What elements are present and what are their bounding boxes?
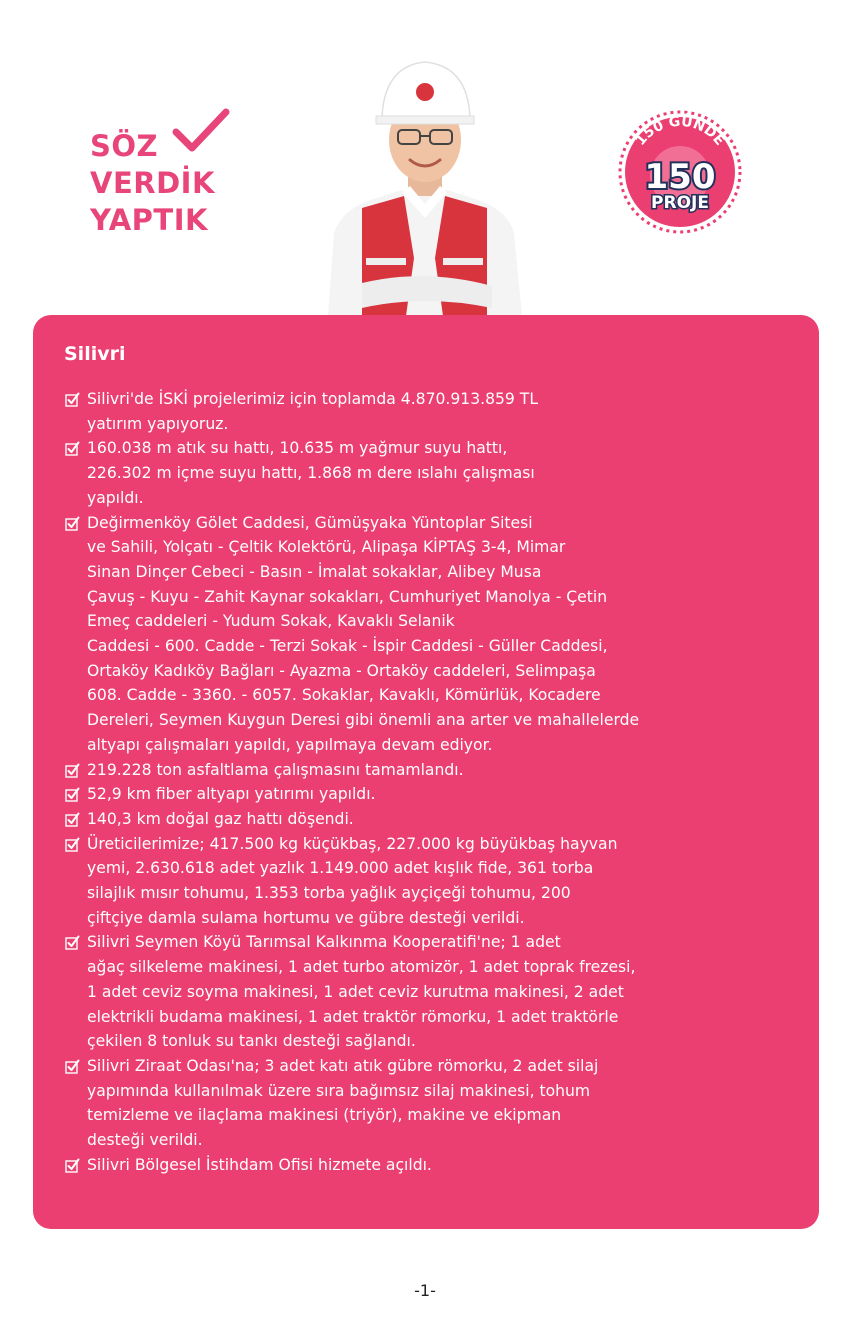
list-item-text: Silivri Ziraat Odası'na; 3 adet katı atık gübre römorku, 2 adet silaj yapımında kullanılmak üzere sıra bağımsız silaj makinesi, tohum temizleme ve ilaçlama makinesi (triyör), makine ve ekipman desteği verildi. bbox=[87, 1056, 599, 1150]
list-item bbox=[65, 1153, 805, 1178]
list-item-text: Silivri Bölgesel İstihdam Ofisi hizmete açıldı. bbox=[87, 1155, 432, 1174]
checkbox-check-icon bbox=[65, 1059, 80, 1074]
checkbox-check-icon bbox=[65, 812, 80, 827]
list-item-text: 160.038 m atık su hattı, 10.635 m yağmur suyu hattı, 226.302 m içme suyu hattı, 1.868 m dere ıslahı çalışması yapıldı. bbox=[87, 439, 535, 507]
list-item-text: Üreticilerimize; 417.500 kg küçükbaş, 227.000 kg büyükbaş hayvan yemi, 2.630.618 adet yazlık 1.149.000 adet kışlık fide, 361 torba silajlık mısır tohumu, 1.353 torba yağlık ayçiçeği tohumu, 200 çiftçiye damla sulama hortumu ve gübre desteği verildi. bbox=[87, 834, 618, 927]
content-panel bbox=[33, 315, 819, 1229]
checkbox-check-icon bbox=[65, 441, 80, 456]
checkbox-check-icon bbox=[65, 787, 80, 802]
list-item bbox=[65, 758, 805, 783]
badge-top-text: 150 GÜNDE bbox=[632, 113, 728, 149]
checkbox-check-icon bbox=[65, 516, 80, 531]
slogan-line-1: SÖZ bbox=[90, 129, 159, 163]
list-item bbox=[65, 436, 805, 510]
checkbox-check-icon bbox=[65, 837, 80, 852]
slogan-line-3: YAPTIK bbox=[90, 203, 208, 237]
list-item bbox=[65, 1054, 805, 1153]
checkbox-check-icon bbox=[65, 763, 80, 778]
list-item bbox=[65, 387, 805, 436]
badge-150-proje bbox=[614, 106, 746, 238]
list-item-text: 140,3 km doğal gaz hattı döşendi. bbox=[87, 809, 354, 828]
badge-number: 150 bbox=[644, 157, 716, 197]
checkbox-check-icon bbox=[65, 935, 80, 950]
list-item-text: 52,9 km fiber altyapı yatırımı yapıldı. bbox=[87, 785, 376, 804]
checkbox-check-icon bbox=[65, 392, 80, 407]
list-item-text: Silivri'de İSKİ projelerimiz için toplamda 4.870.913.859 TL yatırım yapıyoruz. bbox=[87, 390, 539, 433]
list-item bbox=[65, 511, 805, 758]
list-item bbox=[65, 782, 805, 807]
list-item-text: 219.228 ton asfaltlama çalışmasını tamamlandı. bbox=[87, 760, 464, 779]
list-item bbox=[65, 807, 805, 832]
list-item-text: Değirmenköy Gölet Caddesi, Gümüşyaka Yüntoplar Sitesi ve Sahili, Yolçatı - Çeltik Kolektörü, Alipaşa KİPTAŞ 3-4, Mimar Sinan Dinçer Cebeci - Basın - İmalat sokaklar, Alibey Musa Çavuş - Kuyu - Zahit Kaynar sokakları, Cumhuriyet Manolya - Çetin Emeç caddeleri - Yudum Sokak, Kavaklı Selanik Caddesi - 600. Cadde - Terzi Sokak - İspir Caddesi - Güller Caddesi, Ortaköy Kadıköy Bağları - Ayazma - Ortaköy caddeleri, Selimpaşa 608. Cadde - 3360. - 6057. Sokaklar, Kavaklı, Kömürlük, Kocadere Dereleri, Seymen Kuygun Deresi gibi önemli ana arter ve mahallelerde altyapı çalışmaları yapıldı, yapılmaya devam ediyor. bbox=[87, 513, 640, 754]
project-list bbox=[65, 387, 805, 1178]
badge-label: PROJE bbox=[651, 193, 709, 213]
region-title: Silivri bbox=[64, 343, 126, 365]
check-icon bbox=[172, 108, 230, 154]
list-item bbox=[65, 832, 805, 931]
person-photo bbox=[322, 58, 527, 316]
page-header bbox=[0, 0, 850, 320]
list-item-text: Silivri Seymen Köyü Tarımsal Kalkınma Kooperatifi'ne; 1 adet ağaç silkeleme makinesi, 1 adet turbo atomizör, 1 adet toprak frezesi, 1 adet ceviz soyma makinesi, 1 adet ceviz kurutma makinesi, 2 adet elektrikli budama makinesi, 1 adet traktör römorku, 1 adet traktörle çekilen 8 tonluk su tankı desteği sağlandı. bbox=[87, 933, 636, 1051]
page-number: -1- bbox=[414, 1281, 436, 1300]
checkbox-check-icon bbox=[65, 1158, 80, 1173]
slogan-line-2: VERDİK bbox=[90, 166, 215, 200]
list-item bbox=[65, 930, 805, 1054]
slogan bbox=[90, 128, 215, 239]
